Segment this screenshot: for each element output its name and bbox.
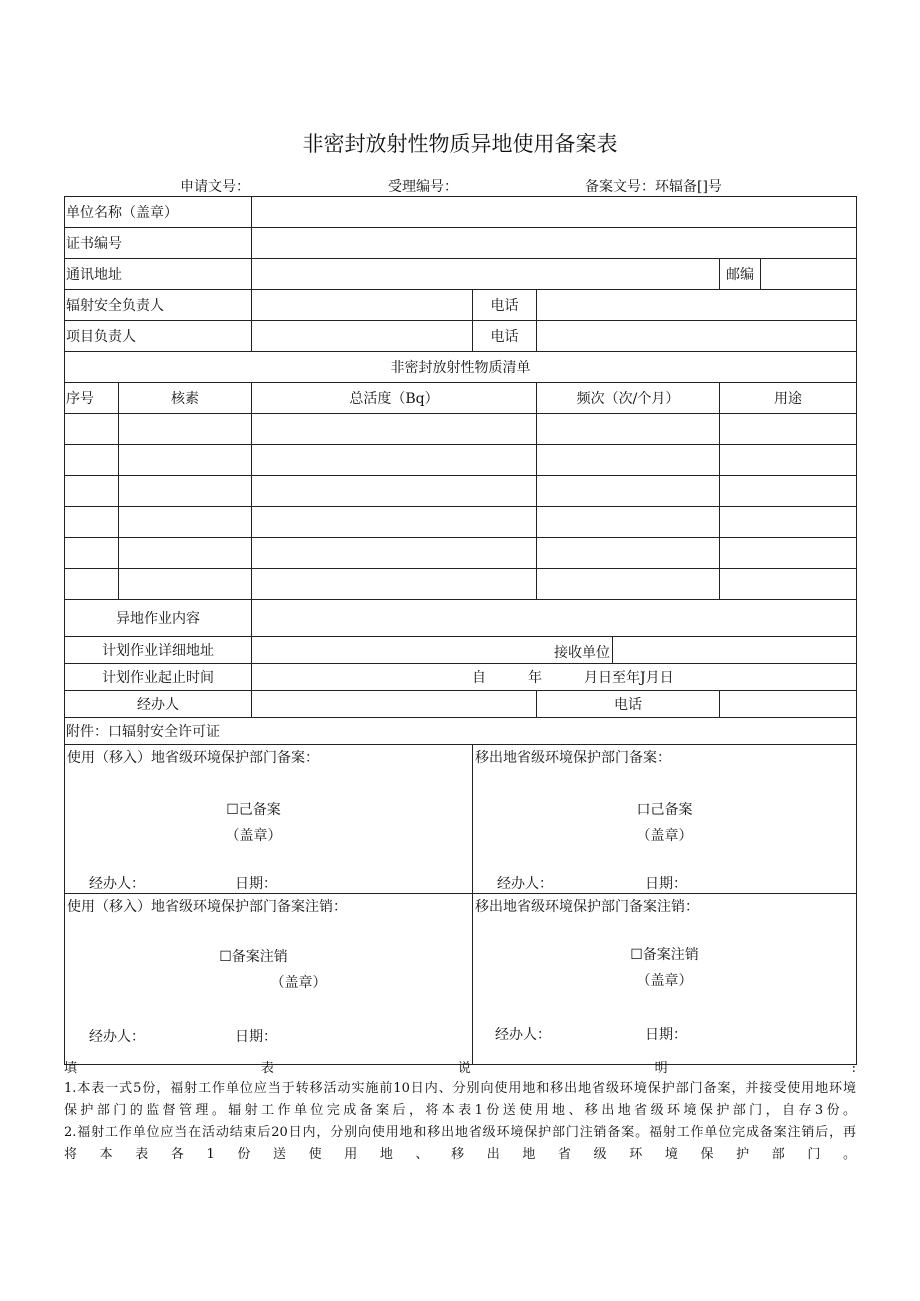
cell[interactable] — [65, 507, 119, 538]
handler-label: 经办人： — [495, 1027, 551, 1043]
cell[interactable] — [119, 538, 252, 569]
handler-label: 经办人： — [497, 876, 553, 892]
safety-head-field[interactable] — [252, 290, 473, 321]
receiver-field[interactable] — [613, 637, 857, 664]
handler-label: 经办人 — [65, 691, 252, 718]
cell[interactable] — [119, 414, 252, 445]
cell[interactable] — [119, 476, 252, 507]
cell[interactable] — [119, 569, 252, 600]
record-box-use-location — [65, 745, 473, 894]
handler-label: 经办人： — [89, 876, 145, 892]
stamp-label: （盖章） — [636, 828, 693, 844]
cell[interactable] — [119, 507, 252, 538]
address-label: 通讯地址 — [65, 259, 252, 290]
apply-no-label: 申请文号： — [180, 179, 250, 195]
table-row — [65, 414, 857, 445]
cell[interactable] — [65, 414, 119, 445]
cancel-checkbox[interactable]: ☐备案注销 — [630, 947, 699, 963]
cell[interactable] — [537, 538, 720, 569]
column-header: 用途 — [720, 383, 857, 414]
cell[interactable] — [65, 569, 119, 600]
work-content-field[interactable] — [252, 600, 857, 637]
cell[interactable] — [65, 538, 119, 569]
cell[interactable] — [537, 414, 720, 445]
record-no-label: 备案文号：环辐备[]号 — [585, 179, 722, 195]
column-header: 序号 — [65, 383, 119, 414]
cell[interactable] — [252, 569, 537, 600]
project-head-label: 项目负责人 — [65, 321, 252, 352]
cell[interactable] — [537, 445, 720, 476]
date-label: 日期： — [235, 1029, 277, 1045]
cell[interactable] — [252, 445, 537, 476]
cell[interactable] — [720, 414, 857, 445]
cert-no-field[interactable] — [252, 228, 857, 259]
table-row — [65, 569, 857, 600]
cancel-box-origin — [473, 894, 857, 1065]
recorded-checkbox[interactable]: ☐己备案 — [226, 802, 281, 818]
work-content-label: 异地作业内容 — [65, 600, 252, 637]
instruction-line: 保护部门的监督管理。辐射工作单位完成备案后，将本表1份送使用地、移出地省级环境保护部门，自存3份。 — [64, 1103, 856, 1118]
work-address-field[interactable] — [252, 637, 613, 664]
date-label: 日期： — [235, 876, 277, 892]
work-period-label: 计划作业起止时间 — [65, 664, 252, 691]
cell[interactable] — [720, 507, 857, 538]
instruction-line: 2.福射工作单位应当在活动结束后20日内，分别向使用地和移出地省级环境保护部门注销备案。福射工作单位完成备案注销后，再 — [64, 1125, 856, 1140]
cell[interactable] — [119, 445, 252, 476]
cell[interactable] — [65, 476, 119, 507]
instructions-heading: 填 表 说 明 : — [64, 1061, 856, 1076]
stamp-label: （盖章） — [225, 828, 282, 844]
cell[interactable] — [720, 538, 857, 569]
cancel-box-title: 使用（移入）地省级环境保护部门备案注销： — [67, 899, 347, 915]
table-row — [65, 445, 857, 476]
cancel-box-title: 移出地省级环境保护部门备案注销： — [475, 899, 699, 915]
handler-label: 经办人： — [89, 1029, 145, 1045]
receiver-label: 接收单位 — [554, 645, 610, 661]
record-box-title: 移出地省级环境保护部门备案： — [475, 750, 671, 766]
work-period-field[interactable]: 自 年 月日至年J月日 — [252, 664, 857, 691]
handler-phone-label: 电话 — [537, 691, 720, 718]
postcode-label: 邮编 — [720, 259, 761, 290]
instruction-line: 1.本表一式5份，福射工作单位应当于转移活动实施前10日内、分别向使用地和移出地省级环境保护部门备案，并接受使用地环境 — [64, 1081, 856, 1096]
table-row — [65, 507, 857, 538]
instruction-line: 将本表各1份送使用地、移出地省级环境保护部门。 — [64, 1147, 856, 1162]
column-header: 总活度（Bq） — [252, 383, 537, 414]
column-header: 频次（次/个月） — [537, 383, 720, 414]
cell[interactable] — [720, 569, 857, 600]
project-head-field[interactable] — [252, 321, 473, 352]
recorded-checkbox[interactable]: 口己备案 — [636, 802, 693, 818]
phone-label: 电话 — [473, 290, 537, 321]
cell[interactable] — [537, 569, 720, 600]
column-header: 核素 — [119, 383, 252, 414]
table-row — [65, 538, 857, 569]
cancel-box-use-location — [65, 894, 473, 1065]
record-box-origin — [473, 745, 857, 894]
cell[interactable] — [537, 507, 720, 538]
handler-phone-field[interactable] — [720, 691, 857, 718]
stamp-label: （盖章） — [636, 973, 693, 989]
record-form-table — [64, 196, 857, 1065]
record-box-title: 使用（移入）地省级环境保护部门备案： — [67, 750, 319, 766]
safety-phone-field[interactable] — [537, 290, 857, 321]
cert-no-label: 证书编号 — [65, 228, 252, 259]
unit-name-field[interactable] — [252, 197, 857, 228]
cell[interactable] — [252, 538, 537, 569]
accept-no-label: 受理编号： — [388, 179, 458, 195]
work-address-label: 计划作业详细地址 — [65, 637, 252, 664]
list-title: 非密封放射性物质清单 — [65, 352, 857, 383]
unit-name-label: 单位名称（盖章） — [65, 197, 252, 228]
address-field[interactable] — [252, 259, 720, 290]
cell[interactable] — [252, 507, 537, 538]
stamp-label: （盖章） — [270, 975, 327, 991]
date-label: 日期： — [645, 1027, 687, 1043]
instructions — [64, 1060, 856, 1166]
attachment-line: 附件：口辐射安全许可证 — [65, 718, 857, 745]
cell[interactable] — [537, 476, 720, 507]
cell[interactable] — [65, 445, 119, 476]
phone-label: 电话 — [473, 321, 537, 352]
handler-field[interactable] — [252, 691, 537, 718]
postcode-field[interactable] — [761, 259, 857, 290]
cell[interactable] — [252, 476, 537, 507]
cell[interactable] — [720, 476, 857, 507]
cell[interactable] — [720, 445, 857, 476]
date-label: 日期： — [645, 876, 687, 892]
table-row — [65, 476, 857, 507]
cancel-checkbox[interactable]: ☐备案注销 — [219, 949, 288, 965]
cell[interactable] — [252, 414, 537, 445]
project-phone-field[interactable] — [537, 321, 857, 352]
page-title: 非密封放射性物质异地使用备案表 — [302, 132, 618, 156]
safety-head-label: 辐射安全负责人 — [65, 290, 252, 321]
